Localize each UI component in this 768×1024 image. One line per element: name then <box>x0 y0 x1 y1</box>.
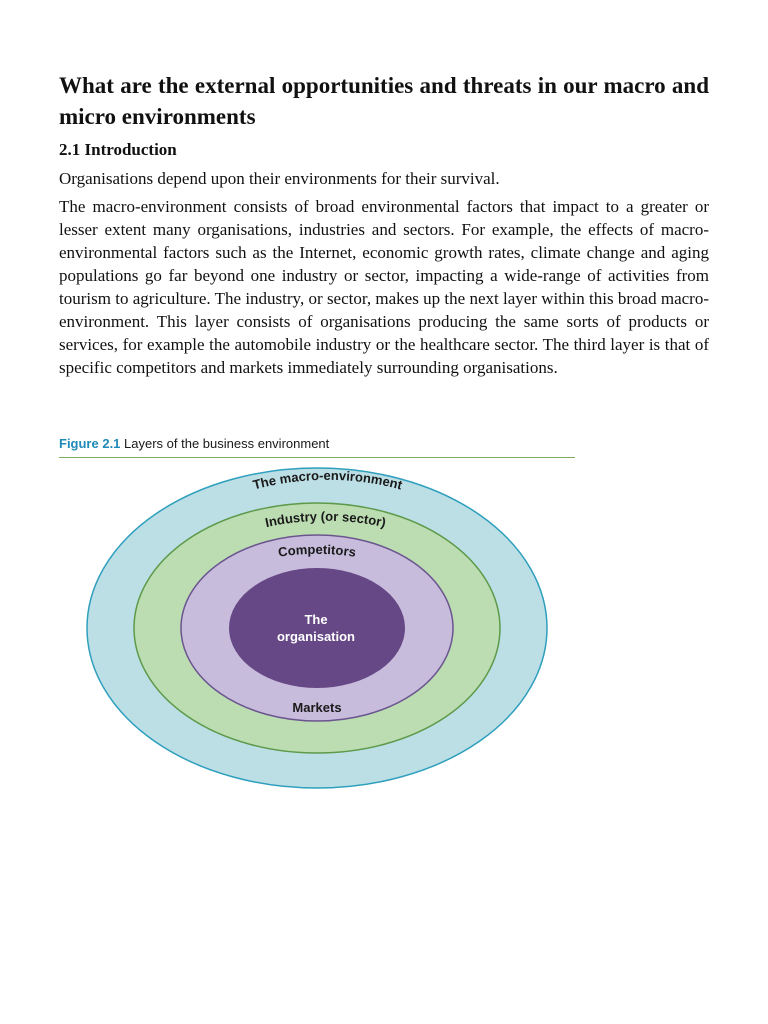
document-title: What are the external opportunities and threats in our macro and micro environments <box>59 73 709 129</box>
figure-caption <box>59 435 575 458</box>
figure <box>59 435 579 458</box>
macro-environment-paragraph: The macro-environment consists of broad environmental factors that impact to a greater or lesser extent many organisations, industries and sectors. For example, the effects of macro-environmental factors such as the Internet, economic growth rates, climate change and aging populations go far beyond one industry or sector, impacting a wide-range of activities from tourism to agriculture. The industry, or sector, makes up the next layer within this broad macro-environment. This layer consists of organisations producing the same sorts of products or services, for example the automobile industry or the healthcare sector. The third layer is that of specific competitors and markets immediately surrounding organisations. <box>59 197 709 377</box>
figure-caption-text: Layers of the business environment <box>120 436 330 451</box>
macro-environment-label: The macro-environment <box>251 467 404 493</box>
intro-paragraph: Organisations depend upon their environments for their survival. <box>59 169 500 188</box>
industry-label: Industry (or sector) <box>263 508 388 531</box>
markets-label: Markets <box>292 700 342 715</box>
section-heading: 2.1 Introduction <box>59 140 177 159</box>
figure-label: Figure 2.1 <box>59 436 121 451</box>
organisation-label-line2: organisation <box>276 629 356 644</box>
organisation-label-line1: The <box>304 612 328 627</box>
organisation-core <box>229 568 405 688</box>
competitors-label: Competitors <box>277 541 357 560</box>
document-body <box>59 70 709 379</box>
